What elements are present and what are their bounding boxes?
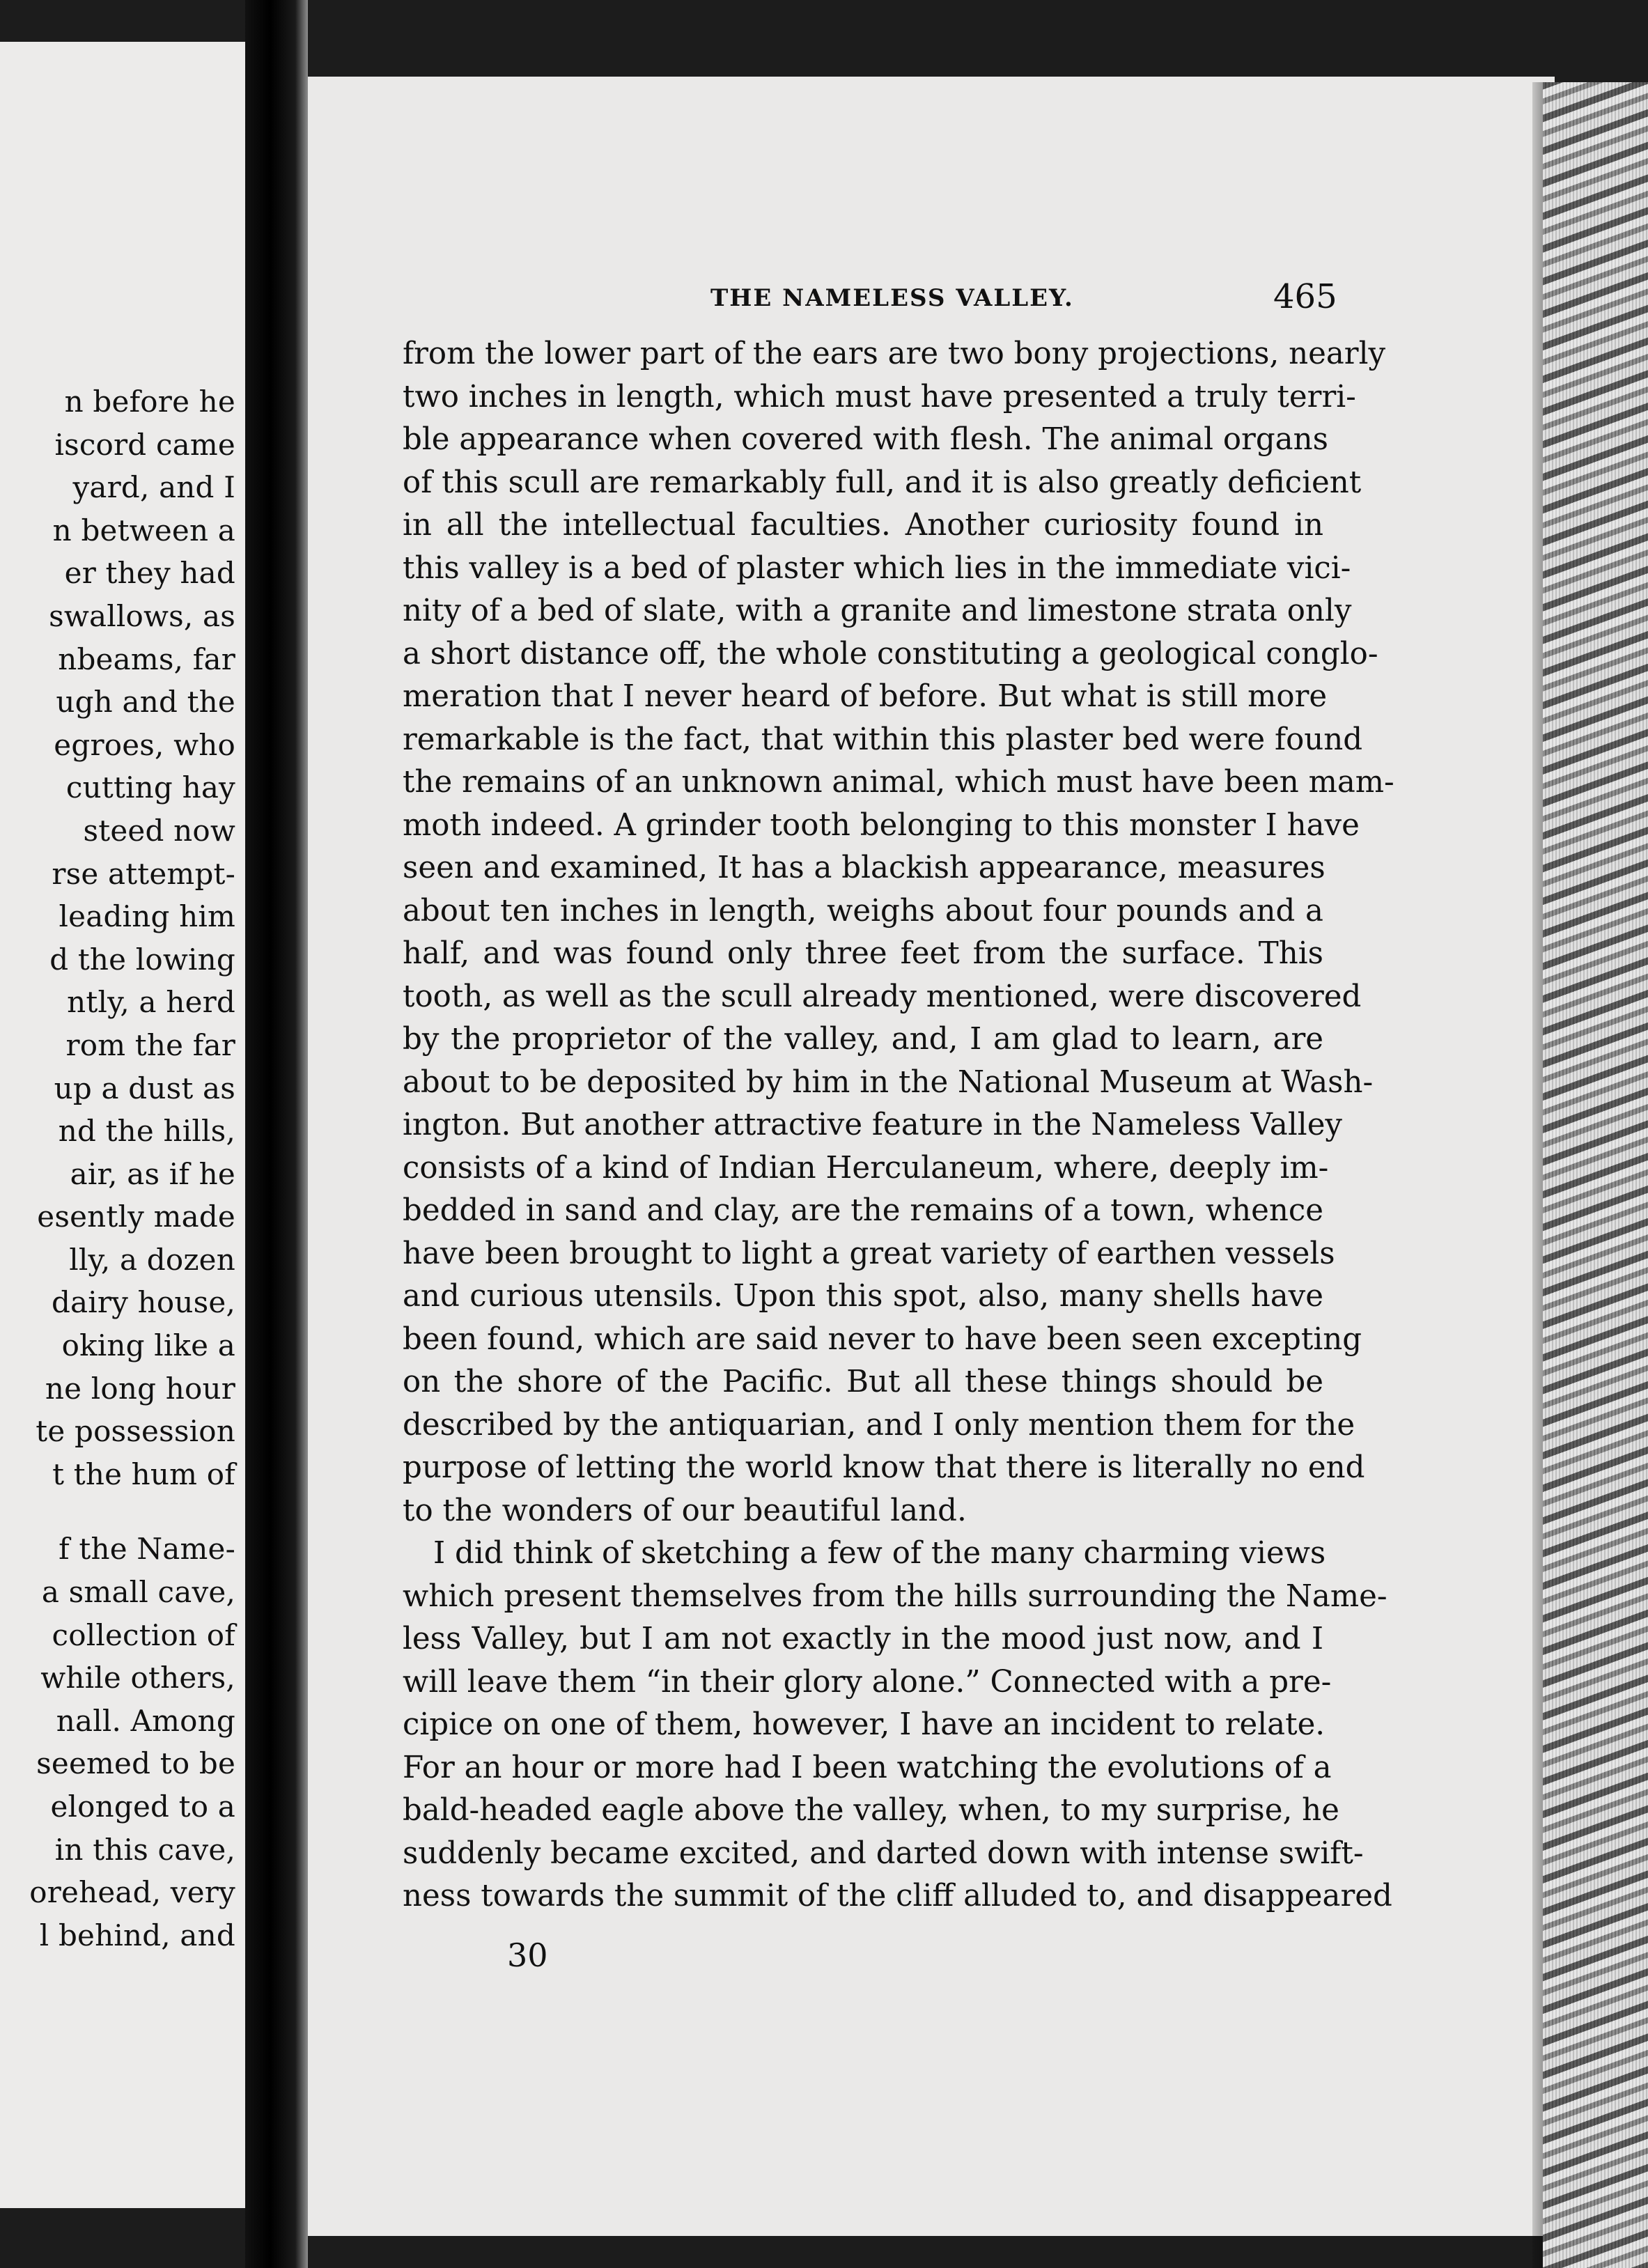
text-line: of this scull are remarkably full, and it is also greatly deficient — [403, 465, 1362, 500]
text-line: swallows, as — [49, 598, 235, 633]
signature-mark: 30 — [507, 1936, 548, 1974]
text-line: nd the hills, — [58, 1114, 235, 1149]
book-gutter — [245, 0, 308, 2268]
text-line: te possession — [36, 1414, 235, 1449]
text-line: ntly, a herd — [67, 985, 235, 1020]
text-line: while others, — [40, 1661, 235, 1695]
text-line: I did think of sketching a few of the many charming views — [433, 1536, 1326, 1571]
text-line: ne long hour — [45, 1371, 235, 1406]
paragraph-gap — [0, 1496, 235, 1528]
text-line: less Valley, but I am not exactly in the mood just now, and I — [403, 1622, 1323, 1656]
text-line: elonged to a — [50, 1789, 235, 1824]
text-line: which present themselves from the hills surrounding the Name- — [403, 1578, 1387, 1614]
text-line: rse attempt- — [52, 856, 235, 891]
text-line: n before he — [64, 385, 235, 419]
page-number: 465 — [1273, 277, 1337, 316]
text-line: nall. Among — [56, 1703, 235, 1738]
text-line: moth indeed. A grinder tooth belonging to this monster I have — [403, 807, 1360, 843]
text-line: remarkable is the fact, that within this plaster bed were found — [403, 722, 1363, 757]
text-line: cutting hay — [65, 770, 235, 805]
text-line: yard, and I — [72, 470, 235, 505]
text-line: described by the antiquarian, and I only mention them for the — [403, 1407, 1355, 1443]
text-line: l behind, and — [39, 1918, 235, 1952]
text-line: about to be deposited by him in the National Museum at Wash- — [403, 1064, 1374, 1100]
previous-page — [0, 42, 245, 2208]
text-line: leading him — [59, 899, 235, 934]
text-line: seemed to be — [36, 1746, 235, 1781]
previous-page-text — [0, 380, 235, 1957]
text-line: dairy house, — [51, 1285, 235, 1320]
text-line: purpose of letting the world know that there is literally no end — [403, 1450, 1365, 1485]
text-line: bald-headed eagle above the valley, when, to my surprise, he — [403, 1793, 1339, 1828]
text-line: nbeams, far — [58, 642, 235, 676]
running-header: THE NAMELESS VALLEY. — [710, 284, 1074, 312]
text-line: by the proprietor of the valley, and, I am glad to learn, are — [403, 1022, 1323, 1057]
text-line: half, and was found only three feet from the surface. This — [403, 936, 1323, 971]
text-line: suddenly became excited, and darted down with intense swift- — [403, 1835, 1364, 1871]
text-line: iscord came — [54, 427, 235, 462]
text-line: t the hum of — [52, 1457, 235, 1491]
text-line: ington. But another attractive feature in the Nameless Valley — [403, 1108, 1343, 1142]
text-line: nity of a bed of slate, with a granite and limestone strata only — [403, 593, 1352, 628]
text-line: will leave them “in their glory alone.” Connected with a pre- — [403, 1664, 1332, 1700]
text-line: in all the intellectual faculties. Another curiosity found in — [403, 508, 1323, 543]
text-line: cipice on one of them, however, I have an incident to relate. — [403, 1707, 1326, 1742]
text-line: oking like a — [61, 1328, 235, 1363]
text-line: seen and examined, It has a blackish appearance, measures — [403, 850, 1326, 885]
text-line: consists of a kind of Indian Herculaneum, where, deeply im- — [403, 1150, 1329, 1186]
text-line: from the lower part of the ears are two bony projections, nearly — [403, 336, 1386, 371]
text-line: ble appearance when covered with flesh. The animal organs — [403, 422, 1328, 457]
text-line: the remains of an unknown animal, which must have been mam- — [403, 765, 1394, 800]
page-body — [403, 333, 1394, 1918]
marbled-page-edge — [1543, 82, 1648, 2268]
text-line: orehead, very — [29, 1875, 235, 1910]
text-line: on the shore of the Pacific. But all these things should be — [403, 1365, 1323, 1399]
text-line: have been brought to light a great variety of earthen vessels — [403, 1236, 1335, 1271]
text-line: For an hour or more had I been watching the evolutions of a — [403, 1750, 1332, 1785]
text-line: been found, which are said never to have been seen excepting — [403, 1321, 1362, 1357]
text-line: a short distance off, the whole constituting a geological conglo- — [403, 636, 1378, 671]
text-line: a small cave, — [41, 1575, 235, 1610]
text-line: in this cave, — [54, 1832, 235, 1867]
text-line: lly, a dozen — [69, 1242, 235, 1277]
text-line: up a dust as — [54, 1071, 235, 1105]
text-line: f the Name- — [59, 1532, 235, 1567]
text-line: ness towards the summit of the cliff alluded to, and disappeared — [403, 1879, 1392, 1913]
text-line: about ten inches in length, weighs about four pounds and a — [403, 893, 1323, 929]
text-line: bedded in sand and clay, are the remains of a town, whence — [403, 1193, 1323, 1228]
text-line: tooth, as well as the scull already mentioned, were discovered — [403, 979, 1362, 1014]
text-line: steed now — [83, 813, 235, 848]
text-line: air, as if he — [70, 1156, 235, 1191]
text-line: and curious utensils. Upon this spot, also, many shells have — [403, 1279, 1323, 1314]
text-line: two inches in length, which must have presented a truly terri- — [403, 379, 1356, 414]
text-line: this valley is a bed of plaster which lies in the immediate vici- — [403, 550, 1351, 586]
text-line: egroes, who — [54, 727, 235, 762]
text-line: collection of — [52, 1617, 235, 1652]
text-line: meration that I never heard of before. But what is still more — [403, 679, 1328, 714]
text-line: rom the far — [65, 1027, 235, 1062]
text-line: esently made — [37, 1199, 235, 1234]
text-line: n between a — [52, 513, 235, 547]
text-line: d the lowing — [49, 942, 235, 977]
text-line: to the wonders of our beautiful land. — [403, 1493, 967, 1528]
text-line: ugh and the — [56, 685, 235, 720]
text-line: er they had — [64, 556, 235, 591]
